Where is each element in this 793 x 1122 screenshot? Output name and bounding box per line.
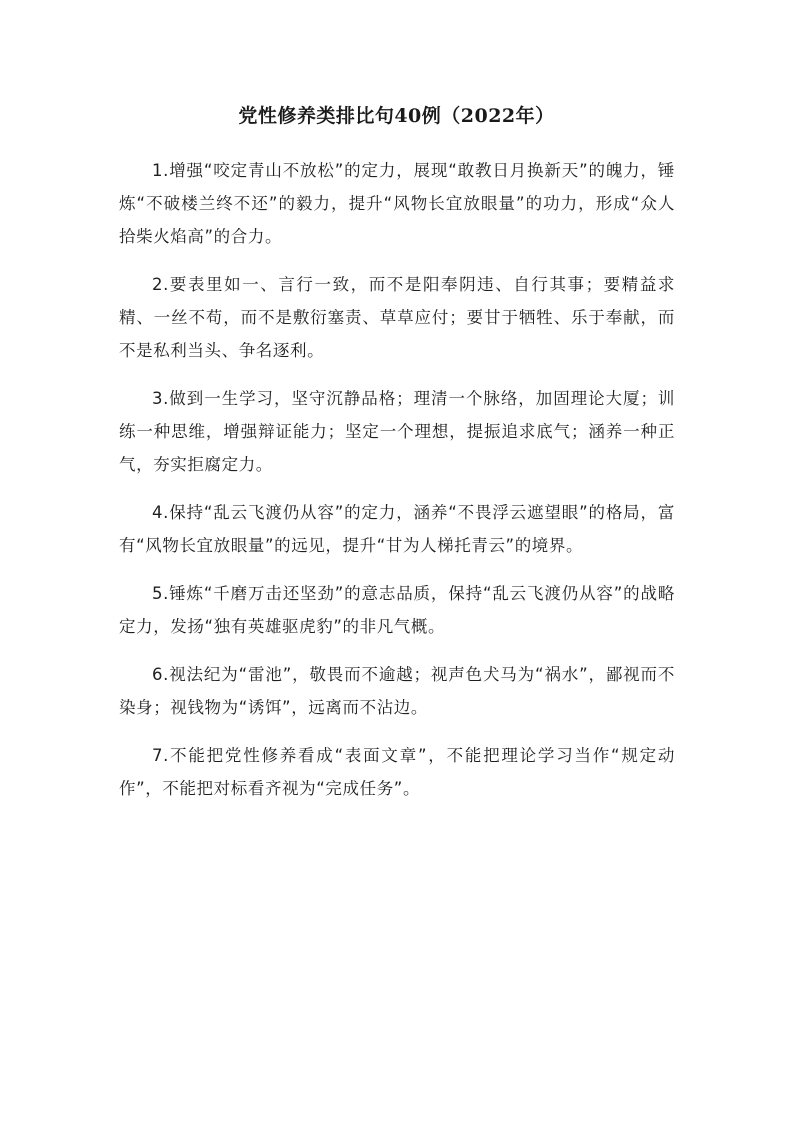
- paragraph-3: 3.做到一生学习，坚守沉静品格；理清一个脉络，加固理论大厦；训练一种思维，增强辩证能力；坚定一个理想，提振追求底气；涵养一种正气，夯实拒腐定力。: [119, 389, 675, 474]
- paragraph-6: 6.视法纪为“雷池”，敬畏而不逾越；视声色犬马为“祸水”，鄙视而不染身；视钱物为“诱饵”，远离而不沾边。: [119, 665, 675, 717]
- document-body: [119, 154, 675, 820]
- paragraph-7: 7.不能把党性修养看成“表面文章”，不能把理论学习当作“规定动作”，不能把对标看齐视为“完成任务”。: [119, 746, 675, 798]
- paragraph-1: 1.增强“咬定青山不放松”的定力，展现“敢教日月换新天”的魄力，锤炼“不破楼兰终不还”的毅力，提升“风物长宜放眼量”的功力，形成“众人拾柴火焰高”的合力。: [119, 161, 675, 246]
- paragraph-2: 2.要表里如一、言行一致，而不是阳奉阴违、自行其事；要精益求精、一丝不苟，而不是敷衍塞责、草草应付；要甘于牺牲、乐于奉献，而不是私利当头、争名逐利。: [119, 275, 675, 360]
- paragraph-5: 5.锤炼“千磨万击还坚劲”的意志品质，保持“乱云飞渡仍从容”的战略定力，发扬“独有英雄驱虎豹”的非凡气概。: [119, 584, 675, 636]
- document-title: 党性修养类排比句40例（2022年）: [238, 105, 555, 127]
- paragraph-4: 4.保持“乱云飞渡仍从容”的定力，涵养“不畏浮云遮望眼”的格局，富有“风物长宜放眼量”的远见，提升“甘为人梯托青云”的境界。: [119, 503, 675, 555]
